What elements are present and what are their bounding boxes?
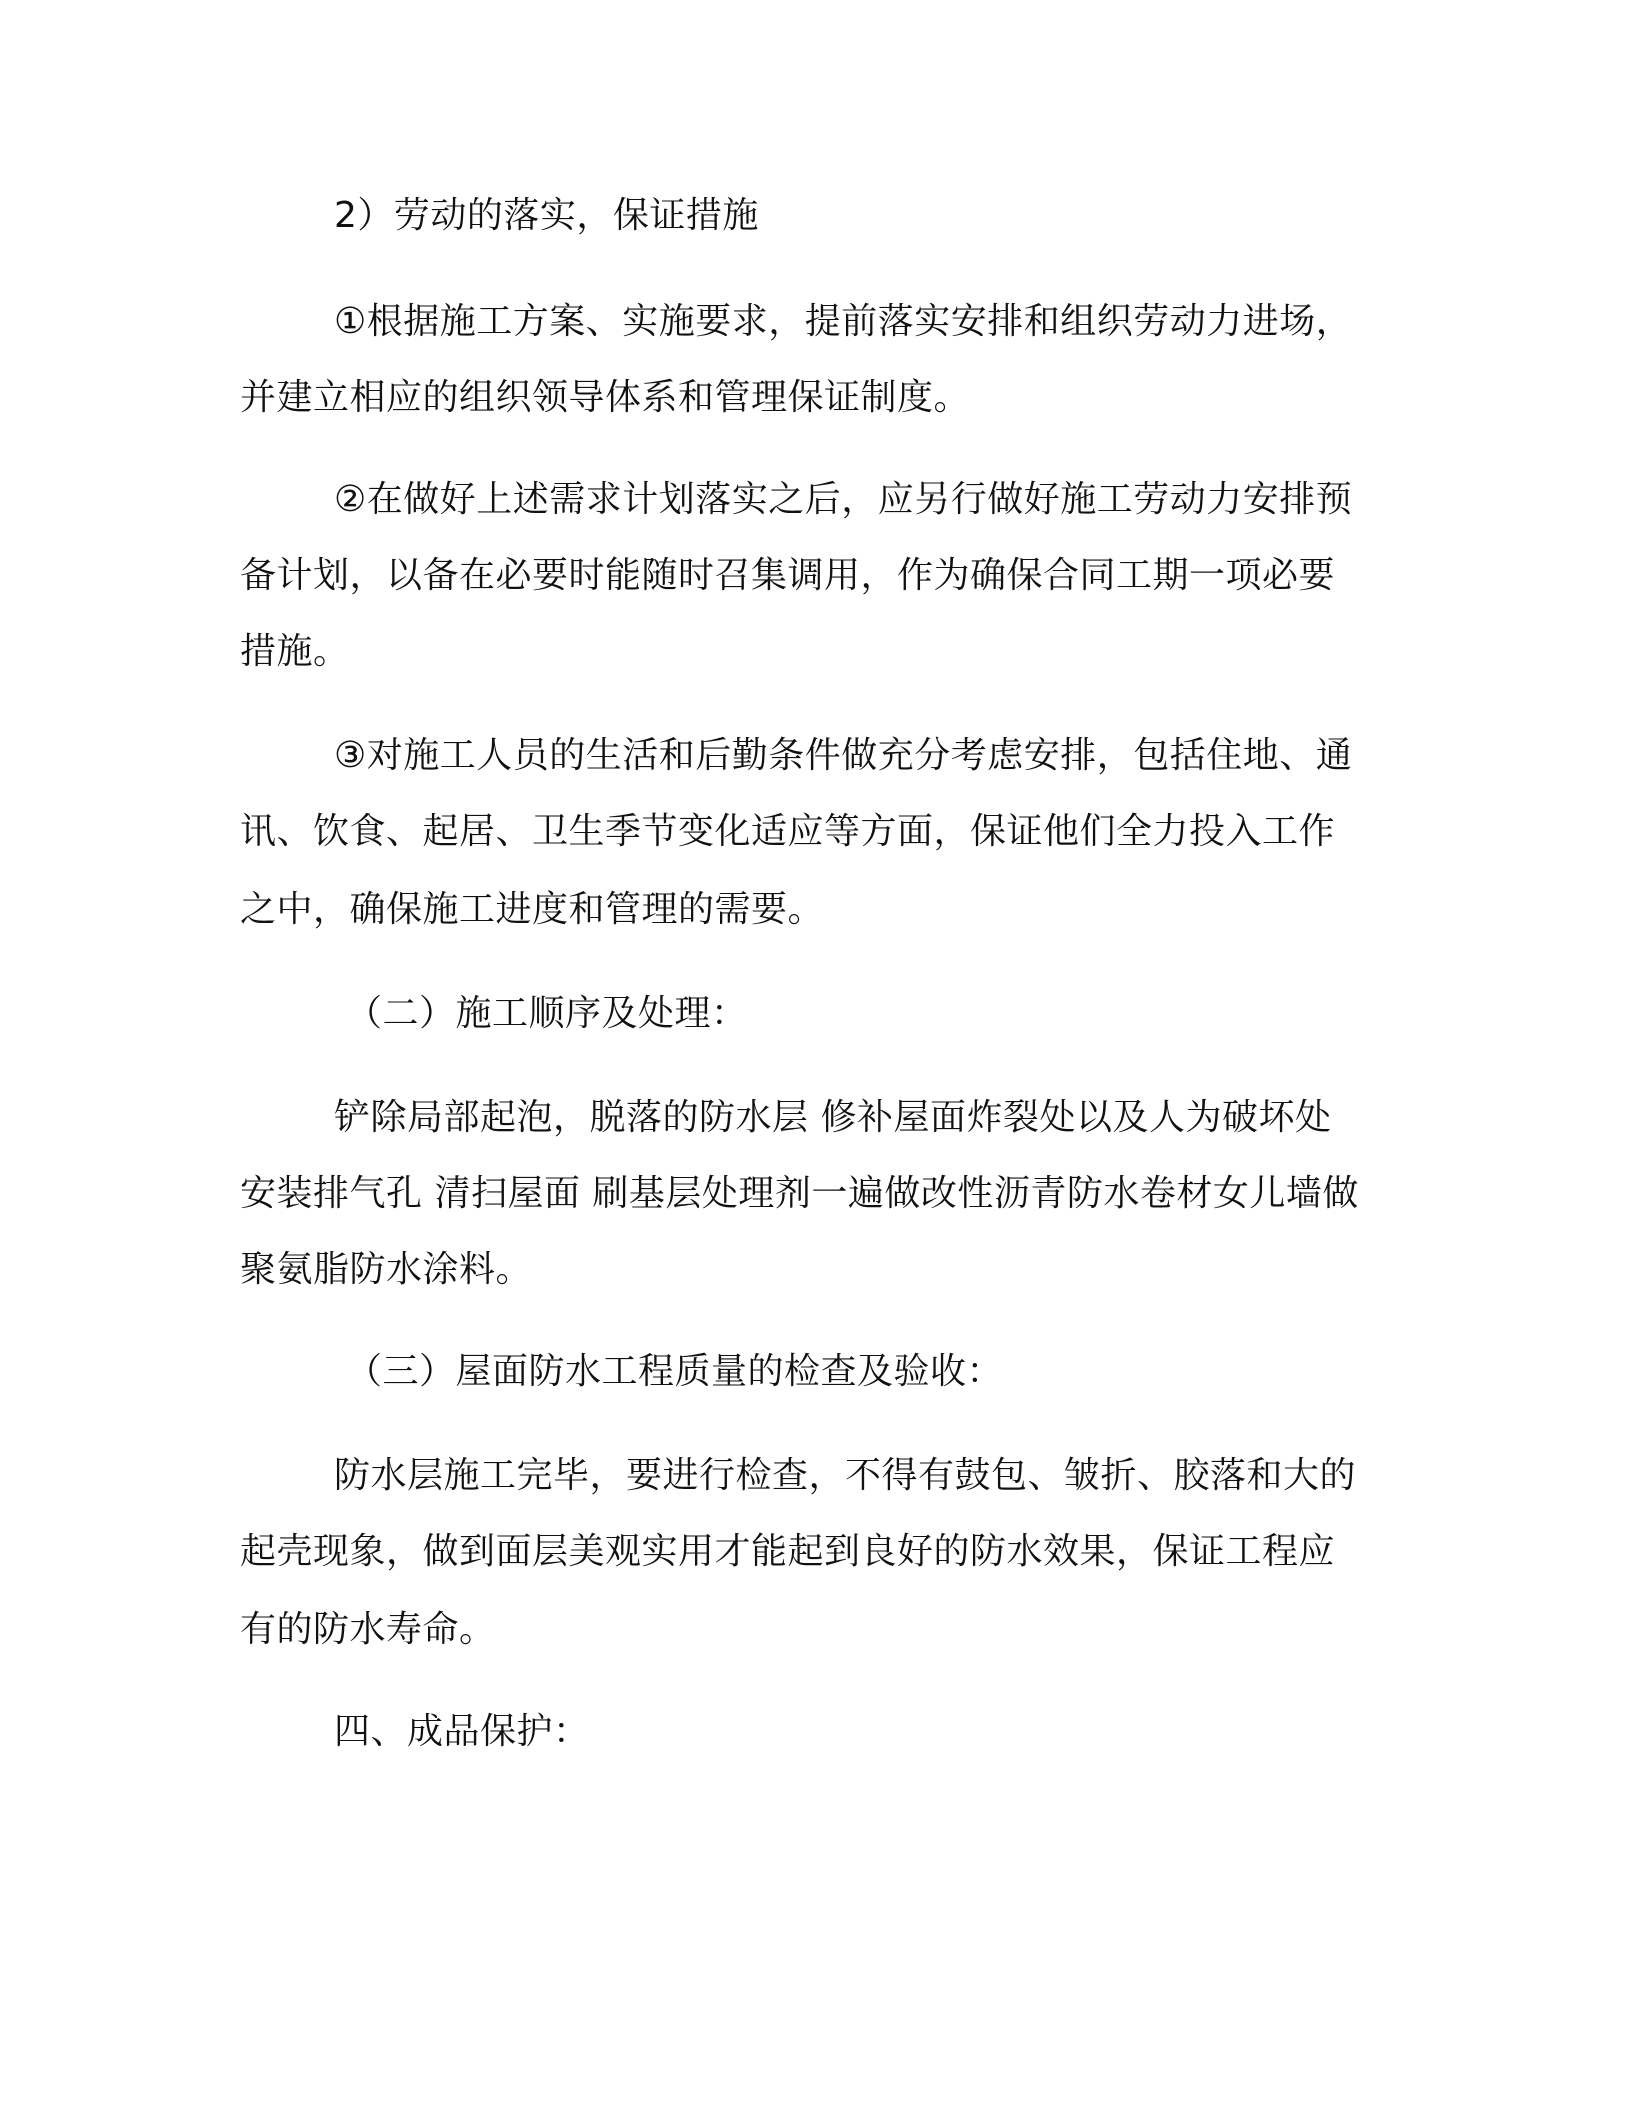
paragraph-2-line-2: 备计划，以备在必要时能随时召集调用，作为确保合同工期一项必要 xyxy=(240,555,1336,596)
subheading-labor-measures: 2）劳动的落实，保证措施 xyxy=(334,195,759,236)
paragraph-2-line-3: 措施。 xyxy=(240,631,350,672)
heading-construction-sequence: （二）施工顺序及处理： xyxy=(346,993,748,1034)
paragraph-4-line-2: 安装排气孔 清扫屋面 刷基层处理剂一遍做改性沥青防水卷材女儿墙做 xyxy=(240,1173,1359,1214)
paragraph-5-line-2: 起壳现象，做到面层美观实用才能起到良好的防水效果，保证工程应 xyxy=(240,1531,1336,1572)
paragraph-4-line-1: 铲除局部起泡，脱落的防水层 修补屋面炸裂处以及人为破坏处 xyxy=(334,1097,1332,1138)
paragraph-5-line-1: 防水层施工完毕，要进行检查，不得有鼓包、皱折、胶落和大的 xyxy=(334,1455,1357,1496)
paragraph-5-line-3: 有的防水寿命。 xyxy=(240,1609,496,1650)
paragraph-1-line-1: ①根据施工方案、实施要求，提前落实安排和组织劳动力进场， xyxy=(334,301,1353,342)
paragraph-4-line-3: 聚氨脂防水涂料。 xyxy=(240,1249,533,1290)
paragraph-1-line-2: 并建立相应的组织领导体系和管理保证制度。 xyxy=(240,377,971,418)
paragraph-3-line-3: 之中，确保施工进度和管理的需要。 xyxy=(240,889,825,930)
paragraph-3-line-1: ③对施工人员的生活和后勤条件做充分考虑安排，包括住地、通 xyxy=(334,735,1353,776)
heading-product-protection: 四、成品保护： xyxy=(334,1711,590,1752)
heading-quality-inspection: （三）屋面防水工程质量的检查及验收： xyxy=(346,1351,1004,1392)
paragraph-2-line-1: ②在做好上述需求计划落实之后，应另行做好施工劳动力安排预 xyxy=(334,479,1353,520)
paragraph-3-line-2: 讯、饮食、起居、卫生季节变化适应等方面，保证他们全力投入工作 xyxy=(240,811,1336,852)
